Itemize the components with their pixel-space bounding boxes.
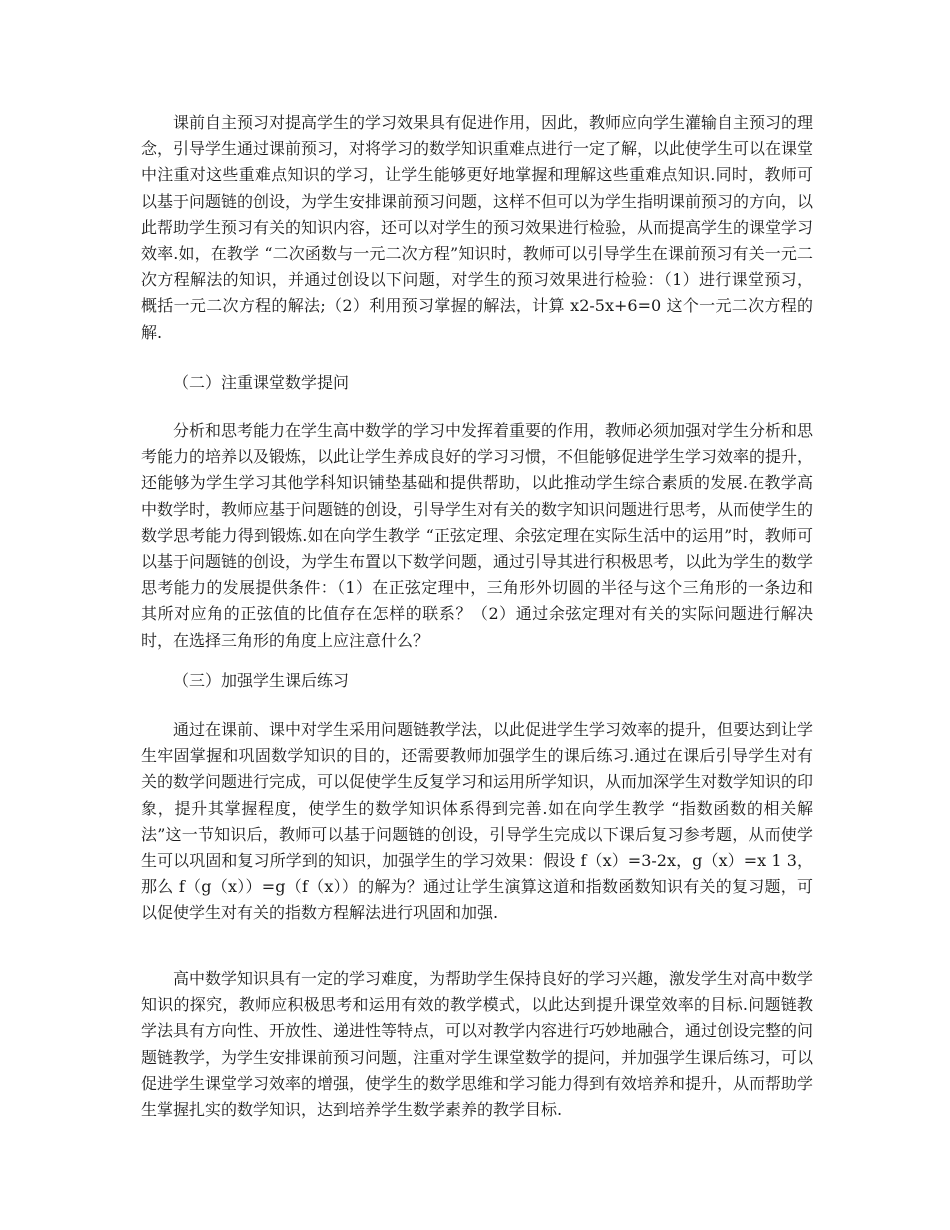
body-paragraph-conclusion <box>141 966 813 1123</box>
body-paragraph-preview <box>141 110 813 346</box>
section-heading-classroom-questioning <box>141 370 813 396</box>
section-heading-after-class-practice <box>141 668 813 694</box>
body-paragraph-practice <box>141 717 813 927</box>
heading-text: （二）注重课堂数学提问 <box>173 373 350 392</box>
heading-text: （三）加强学生课后练习 <box>173 671 350 690</box>
paragraph-text: 课前自主预习对提高学生的学习效果具有促进作用，因此，教师应向学生灌输自主预习的理念，引导学生通过课前预习，对将学习的数学知识重难点进行一定了解，以此使学生可以在课堂中注重对这些重难点知识的学习，让学生能够更好地掌握和理解这些重难点知识.同时，教师可以基于问题链的创设，为学生安排课前预习问题，这样不但可以为学生指明课前预习的方向，以此帮助学生预习有关的知识内容，还可以对学生的预习效果进行检验，从而提高学生的课堂学习效率.如，在教学 “二次函数与一元二次方程”知识时，教师可以引导学生在课前预习有关一元二次方程解法的知识，并通过创设以下问题，对学生的预习效果进行检验：（1）进行课堂预习，概括一元二次方程的解法;（2）利用预习掌握的解法，计算 x2-5x+6=0 这个一元二次方程的解. <box>141 113 814 342</box>
paragraph-text: 通过在课前、课中对学生采用问题链教学法，以此促进学生学习效率的提升，但要达到让学生牢固掌握和巩固数学知识的目的，还需要教师加强学生的课后练习.通过在课后引导学生对有关的数学问题进行完成，可以促使学生反复学习和运用所学知识，从而加深学生对数学知识的印象，提升其掌握程度，使学生的数学知识体系得到完善.如在向学生教学 “指数函数的相关解法”这一节知识后，教师可以基于问题链的创设，引导学生完成以下课后复习参考题，从而使学生可以巩固和复习所学到的知识，加强学生的学习效果：假设 f（x）=3-2x，g（x）=x 1 3，那么 f（g（x））=g（f（x））的解为？通过让学生演算这道和指数函数知识有关的复习题，可以促使学生对有关的指数方程解法进行巩固和加强. <box>141 720 814 923</box>
paragraph-text: 高中数学知识具有一定的学习难度，为帮助学生保持良好的学习兴趣，激发学生对高中数学知识的探究，教师应积极思考和运用有效的教学模式，以此达到提升课堂效率的目标.问题链教学法具有方向性、开放性、递进性等特点，可以对教学内容进行巧妙地融合，通过创设完整的问题链教学，为学生安排课前预习问题，注重对学生课堂数学的提问，并加强学生课后练习，可以促进学生课堂学习效率的增强，使学生的数学思维和学习能力得到有效培养和提升，从而帮助学生掌握扎实的数学知识，达到培养学生数学素养的教学目标. <box>141 969 814 1120</box>
body-paragraph-questioning <box>141 418 813 654</box>
paragraph-text: 分析和思考能力在学生高中数学的学习中发挥着重要的作用，教师必须加强对学生分析和思考能力的培养以及锻炼，以此让学生养成良好的学习习惯，不但能够促进学生学习效率的提升，还能够为学生学习其他学科知识铺垫基础和提供帮助，以此推动学生综合素质的发展.在教学高中数学时，教师应基于问题链的创设，引导学生对有关的数字知识问题进行思考，从而使学生的数学思考能力得到锻炼.如在向学生教学 “正弦定理、余弦定理在实际生活中的运用”时，教师可以基于问题链的创设，为学生布置以下数学问题，通过引导其进行积极思考，以此为学生的数学思考能力的发展提供条件：（1）在正弦定理中，三角形外切圆的半径与这个三角形的一条边和其所对应角的正弦值的比值存在怎样的联系？（2）通过余弦定理对有关的实际问题进行解决时，在选择三角形的角度上应注意什么？ <box>141 421 814 650</box>
